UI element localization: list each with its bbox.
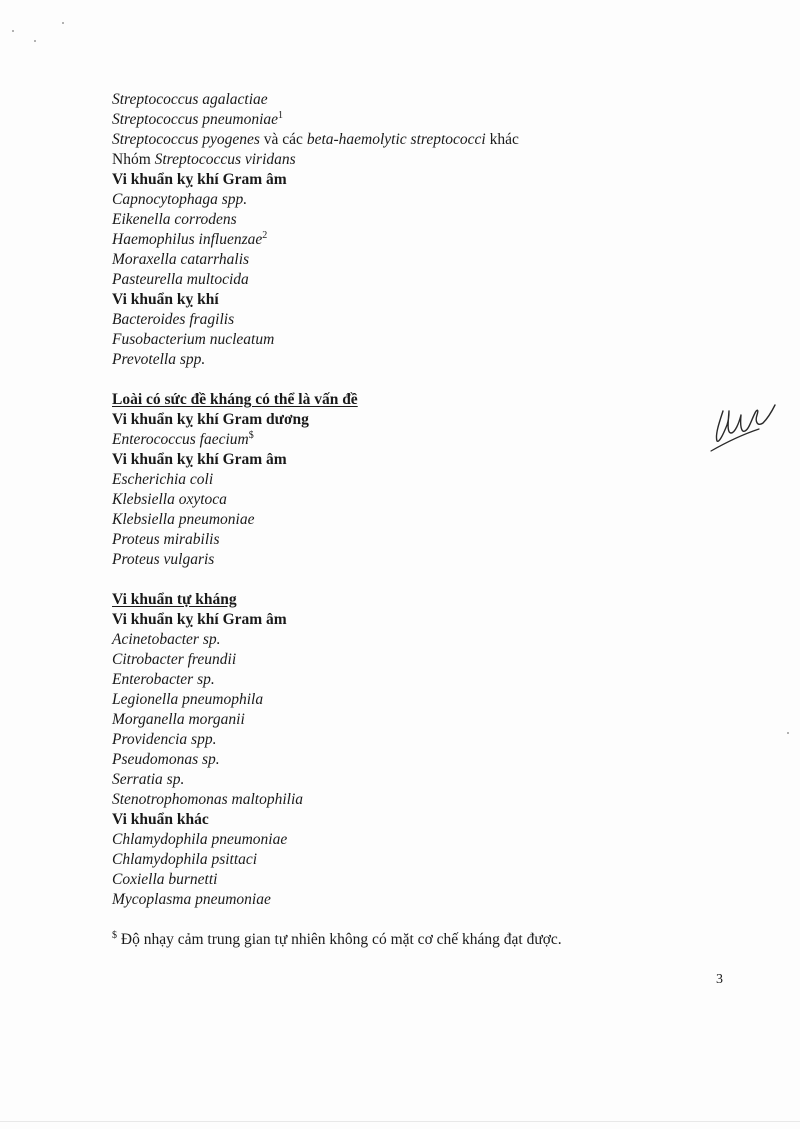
text-run: Pseudomonas sp. (112, 751, 220, 768)
text-run: Nhóm (112, 151, 155, 168)
text-run: Enterococcus faecium (112, 431, 249, 448)
organism-line (112, 750, 712, 770)
text-run: Vi khuẩn kỵ khí Gram âm (112, 451, 287, 468)
text-run: Enterobacter sp. (112, 671, 215, 688)
scan-edge (0, 1121, 800, 1122)
text-run: Providencia spp. (112, 731, 217, 748)
superscript-marker: 1 (278, 109, 284, 121)
text-run: Morganella morganii (112, 711, 245, 728)
document-body (112, 90, 712, 910)
organism-line (112, 670, 712, 690)
section-gap (112, 370, 712, 390)
text-run: Vi khuẩn kỵ khí Gram dương (112, 411, 309, 428)
text-run: Capnocytophaga spp. (112, 191, 248, 208)
organism-line (112, 130, 712, 150)
text-run: Pasteurella multocida (112, 271, 249, 288)
organism-line (112, 150, 712, 170)
section-heading (112, 170, 712, 190)
handwritten-signature (703, 383, 783, 463)
footnote-marker: $ (112, 929, 117, 941)
scan-speck (34, 40, 36, 42)
text-run: khác (485, 131, 519, 148)
page-number: 3 (716, 972, 723, 987)
organism-line (112, 270, 712, 290)
text-run: beta-haemolytic streptococci (306, 131, 486, 148)
text-run: Vi khuẩn kỵ khí (112, 291, 219, 308)
section-heading (112, 410, 712, 430)
organism-line (112, 690, 712, 710)
organism-line (112, 870, 712, 890)
organism-line (112, 550, 712, 570)
text-run: Streptococcus pneumoniae (112, 111, 279, 128)
organism-line (112, 470, 712, 490)
organism-line (112, 350, 712, 370)
scan-speck (12, 30, 14, 32)
text-run: Loài có sức đề kháng có thể là vấn đề (112, 391, 358, 408)
text-run: Proteus vulgaris (112, 551, 215, 568)
organism-line (112, 430, 712, 450)
text-run: Escherichia coli (112, 471, 214, 488)
organism-line (112, 650, 712, 670)
scan-speck (62, 22, 64, 24)
organism-line (112, 790, 712, 810)
text-run: Prevotella spp. (112, 351, 206, 368)
text-run: Stenotrophomonas maltophilia (112, 791, 304, 808)
organism-line (112, 190, 712, 210)
organism-line (112, 230, 712, 250)
text-run: Haemophilus influenzae (112, 231, 263, 248)
organism-line (112, 890, 712, 910)
organism-line (112, 210, 712, 230)
text-run: Bacteroides fragilis (112, 311, 235, 328)
footnote (112, 931, 562, 949)
text-run: Klebsiella oxytoca (112, 491, 227, 508)
superscript-marker: $ (248, 429, 254, 441)
section-heading (112, 450, 712, 470)
text-run: Chlamydophila pneumoniae (112, 831, 288, 848)
text-run: Citrobacter freundii (112, 651, 237, 668)
organism-line (112, 830, 712, 850)
text-run: Legionella pneumophila (112, 691, 264, 708)
text-run: Eikenella corrodens (112, 211, 237, 228)
text-run: Serratia sp. (112, 771, 185, 788)
text-run: Vi khuẩn kỵ khí Gram âm (112, 171, 287, 188)
organism-line (112, 630, 712, 650)
text-run: Vi khuẩn kỵ khí Gram âm (112, 611, 287, 628)
text-run: Vi khuẩn khác (112, 811, 209, 828)
text-run: Acinetobacter sp. (112, 631, 221, 648)
text-run: Coxiella burnetti (112, 871, 218, 888)
organism-line (112, 110, 712, 130)
organism-line (112, 710, 712, 730)
section-gap (112, 570, 712, 590)
text-run: Klebsiella pneumoniae (112, 511, 255, 528)
superscript-marker: 2 (262, 229, 268, 241)
organism-line (112, 250, 712, 270)
text-run: Streptococcus viridans (154, 151, 296, 168)
scan-speck (787, 732, 789, 734)
organism-line (112, 330, 712, 350)
organism-line (112, 510, 712, 530)
text-run: Proteus mirabilis (112, 531, 220, 548)
text-run: Mycoplasma pneumoniae (112, 891, 271, 908)
section-heading (112, 290, 712, 310)
organism-line (112, 850, 712, 870)
text-run: Fusobacterium nucleatum (112, 331, 275, 348)
organism-line (112, 530, 712, 550)
section-heading (112, 390, 712, 410)
organism-line (112, 730, 712, 750)
organism-line (112, 310, 712, 330)
text-run: Chlamydophila psittaci (112, 851, 258, 868)
text-run: Streptococcus pyogenes (112, 131, 260, 148)
section-heading (112, 610, 712, 630)
section-heading (112, 590, 712, 610)
footnote-text: Độ nhạy cảm trung gian tự nhiên không có mặt cơ chế kháng đạt được. (117, 931, 562, 948)
organism-line (112, 90, 712, 110)
text-run: Vi khuẩn tự kháng (112, 591, 237, 608)
text-run: Moraxella catarrhalis (112, 251, 250, 268)
organism-line (112, 770, 712, 790)
section-heading (112, 810, 712, 830)
organism-line (112, 490, 712, 510)
text-run: Streptococcus agalactiae (112, 91, 268, 108)
text-run: và các (259, 131, 307, 148)
